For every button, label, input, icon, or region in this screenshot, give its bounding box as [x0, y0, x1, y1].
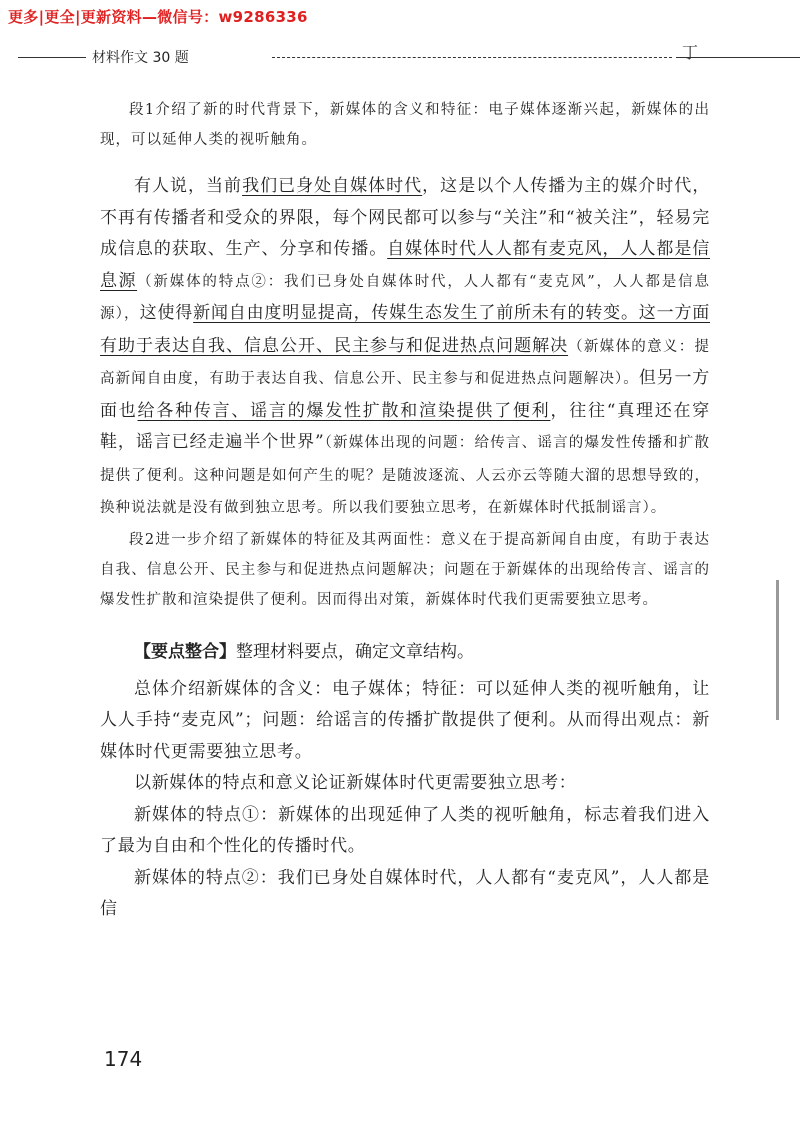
annotation-note: （新媒体出现的问题：给传言、谣言的爆发性传播和扩散提供了便利。这种问题是如何产生的呢？是随波逐流、人云亦云等随大溜的思想导致的，换种说法就是没有做到独立思考。所以我们要独立思考，在新媒体时代抵制谣言）。	[100, 435, 710, 516]
annotation-note: （新媒体的意义：提高新闻自由度，有助于表达自我、信息公开、民主参与和促进热点问题解决）。	[100, 338, 711, 387]
underlined-key-phrase: 我们已身处自媒体时代	[242, 176, 423, 196]
text-segment: 有人说，当前	[134, 176, 243, 196]
header-corner-mark: 丁	[682, 43, 699, 62]
summary-paragraph: 总体介绍新媒体的含义：电子媒体；特征：可以延伸人类的视听触角，让人人手持“麦克风”；问题：给谣言的传播扩散提供了便利。从而得出观点：新媒体时代更需要独立思考。	[100, 678, 710, 762]
header-rule-left	[18, 57, 86, 58]
analysis-paragraph-2: 段2进一步介绍了新媒体的特征及其两面性：意义在于提高新闻自由度，有助于表达自我、信息公开、民主参与和促进热点问题解决；问题在于新媒体的出现给传言、谣言的爆发性扩散和渲染提供了便利。因而得出对策，新媒体时代我们更需要独立思考。	[100, 531, 710, 608]
feature-1-paragraph: 新媒体的特点①：新媒体的出现延伸了人类的视听触角，标志着我们进入了最为自由和个性化的传播时代。	[100, 804, 710, 856]
text-segment: 但另一方面也	[100, 368, 710, 421]
text-segment: 这使得	[139, 303, 194, 323]
header-rule-right	[272, 57, 672, 58]
page-body	[100, 95, 710, 926]
underlined-key-phrase: 新闻自由度明显提高，传媒生态发生了前所未有的转变。这一方面有助于表达自我、信息公开、民主参与和促进热点问题解决	[100, 303, 710, 356]
page-number: 174	[104, 1047, 143, 1071]
text-segment: ，这是以个人传播为主的媒介时代，不再有传播者和受众的界限，每个网民都可以参与“关注”和“被关注”，轻易完成信息的获取、生产、分享和传播。	[100, 176, 711, 259]
underlined-key-phrase: 自媒体时代人人都有麦克风，人人都是信息源	[100, 239, 710, 291]
key-points-label: 【要点整合】	[134, 641, 236, 662]
argument-intro-paragraph: 以新媒体的特点和意义论证新媒体时代更需要独立思考：	[134, 773, 577, 793]
watermark-banner: 更多|更全|更新资料—微信号：w9286336	[8, 8, 308, 26]
key-points-instruction: 整理材料要点，确定文章结构。	[236, 641, 474, 662]
analysis-paragraph-1: 段1介绍了新的时代背景下，新媒体的含义和特征：电子媒体逐渐兴起，新媒体的出现，可以延伸人类的视听触角。	[100, 102, 710, 148]
scan-edge-mark	[776, 580, 779, 720]
key-points-heading	[100, 637, 710, 668]
annotation-note: （新媒体的特点②：我们已身处自媒体时代，人人都有“麦克风”，人人都是信息源），	[100, 273, 711, 322]
material-paragraph-2	[100, 171, 710, 525]
running-header-title: 材料作文 30 题	[92, 50, 189, 66]
feature-2-paragraph: 新媒体的特点②：我们已身处自媒体时代，人人都有“麦克风”，人人都是信	[100, 867, 710, 919]
underlined-key-phrase: 给各种传言、谣言的爆发性扩散和渲染提供了便利	[137, 400, 551, 421]
text-segment: ，往往“真理还在穿鞋，谣言已经走遍半个世界”	[100, 400, 710, 452]
